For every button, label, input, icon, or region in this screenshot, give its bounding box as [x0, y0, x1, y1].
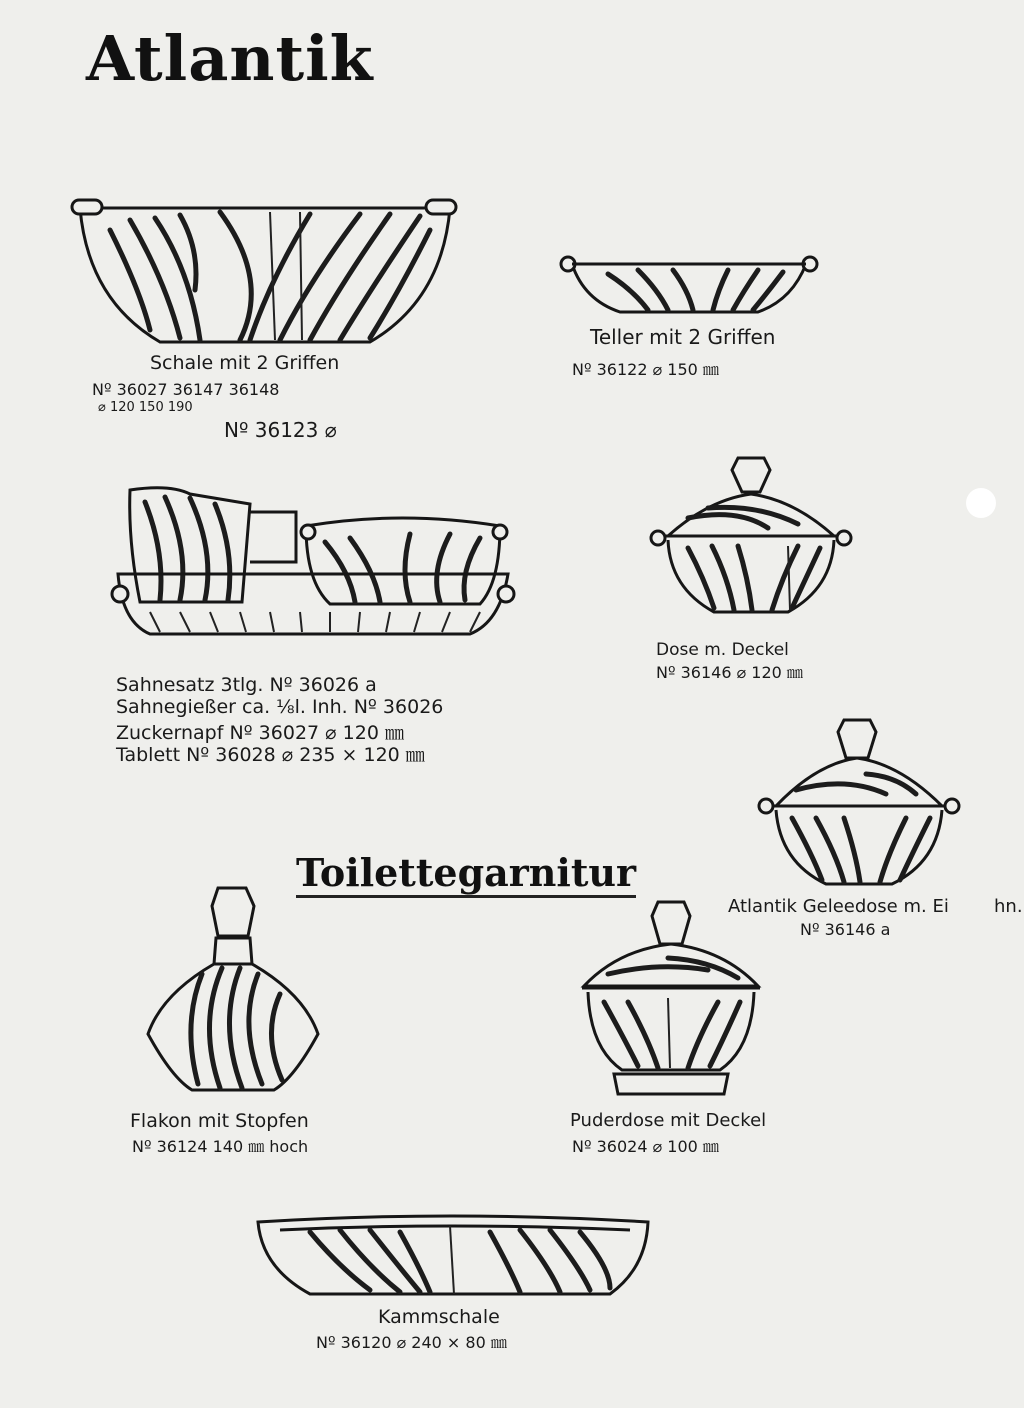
schale-extra-number: Nº 36123 ⌀ [224, 418, 337, 442]
geleedose-illustration [756, 714, 962, 890]
sahnesatz-line4: Tablett Nº 36028 ⌀ 235 × 120 ㎜ [116, 744, 425, 766]
puderdose-number: Nº 36024 ⌀ 100 ㎜ [572, 1137, 719, 1156]
page-title: Atlantik [86, 22, 374, 95]
sahnesatz-line3: Zuckernapf Nº 36027 ⌀ 120 ㎜ [116, 722, 404, 744]
kammschale-caption: Kammschale [378, 1306, 500, 1328]
puderdose-caption: Puderdose mit Deckel [570, 1110, 767, 1131]
dose-number: Nº 36146 ⌀ 120 ㎜ [656, 663, 803, 682]
sahnesatz-illustration [110, 482, 515, 642]
geleedose-caption: Atlantik Geleedose m. Ei [728, 896, 949, 917]
flakon-number: Nº 36124 140 ㎜ hoch [132, 1137, 309, 1156]
dose-illustration [648, 448, 854, 618]
kammschale-illustration [250, 1208, 656, 1302]
section-title-toilettegarnitur: Toilettegarnitur [296, 850, 636, 898]
schale-illustration [70, 190, 460, 350]
flakon-caption: Flakon mit Stopfen [130, 1110, 309, 1132]
dose-caption: Dose m. Deckel [656, 640, 789, 660]
teller-caption: Teller mit 2 Griffen [590, 325, 776, 349]
teller-number: Nº 36122 ⌀ 150 ㎜ [572, 360, 719, 379]
schale-numbers: Nº 36027 36147 36148 [92, 380, 280, 399]
flakon-illustration [142, 884, 324, 1094]
schale-diameters: ⌀ 120 150 190 [98, 400, 193, 415]
puderdose-illustration [578, 898, 764, 1098]
punch-hole [966, 488, 996, 518]
teller-illustration [558, 250, 820, 316]
sahnesatz-line1: Sahnesatz 3tlg. Nº 36026 a [116, 674, 377, 696]
sahnesatz-line2: Sahnegießer ca. ⅛l. Inh. Nº 36026 [116, 696, 444, 718]
geleedose-number: Nº 36146 a [800, 920, 891, 939]
geleedose-caption-tail: hn. [994, 896, 1023, 917]
schale-caption: Schale mit 2 Griffen [150, 352, 340, 374]
kammschale-number: Nº 36120 ⌀ 240 × 80 ㎜ [316, 1333, 507, 1352]
